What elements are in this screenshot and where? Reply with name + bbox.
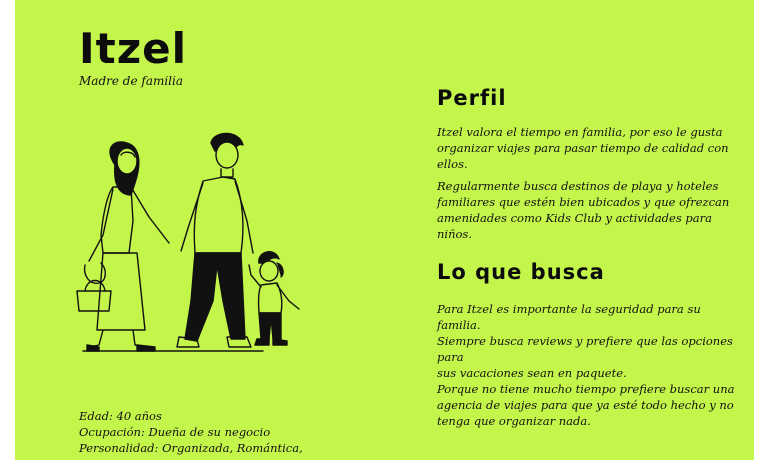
persona-card: [15, 0, 754, 460]
persona-details: [79, 408, 303, 456]
family-illustration: [63, 125, 313, 355]
looking-for-heading: Lo que busca: [437, 260, 605, 284]
profile-paragraph-1: Itzel valora el tiempo en familia, por eso le gusta organizar viajes para pasar tiempo de calidad con ellos.: [437, 125, 729, 171]
profile-heading: Perfil: [437, 86, 507, 110]
occupation-text: Ocupación: Dueña de su negocio: [79, 425, 271, 439]
age-text: Edad: 40 años: [79, 409, 162, 423]
looking-for-paragraph: Para Itzel es importante la seguridad para su familia. Siempre busca reviews y prefiere que las opciones para sus vacaciones sean en paquete. Porque no tiene mucho tiempo prefiere buscar una agencia de viajes para que ya esté todo hecho y no tenga que organizar nada.: [437, 302, 735, 428]
personality-text: Personalidad: Organizada, Romántica,: [79, 441, 303, 455]
persona-role: Madre de familia: [79, 74, 184, 88]
profile-paragraph-2: Regularmente busca destinos de playa y hoteles familiares que estén bien ubicados y que ofrezcan amenidades como Kids Club y actividades para niños.: [437, 179, 730, 241]
persona-name: Itzel: [79, 24, 188, 73]
